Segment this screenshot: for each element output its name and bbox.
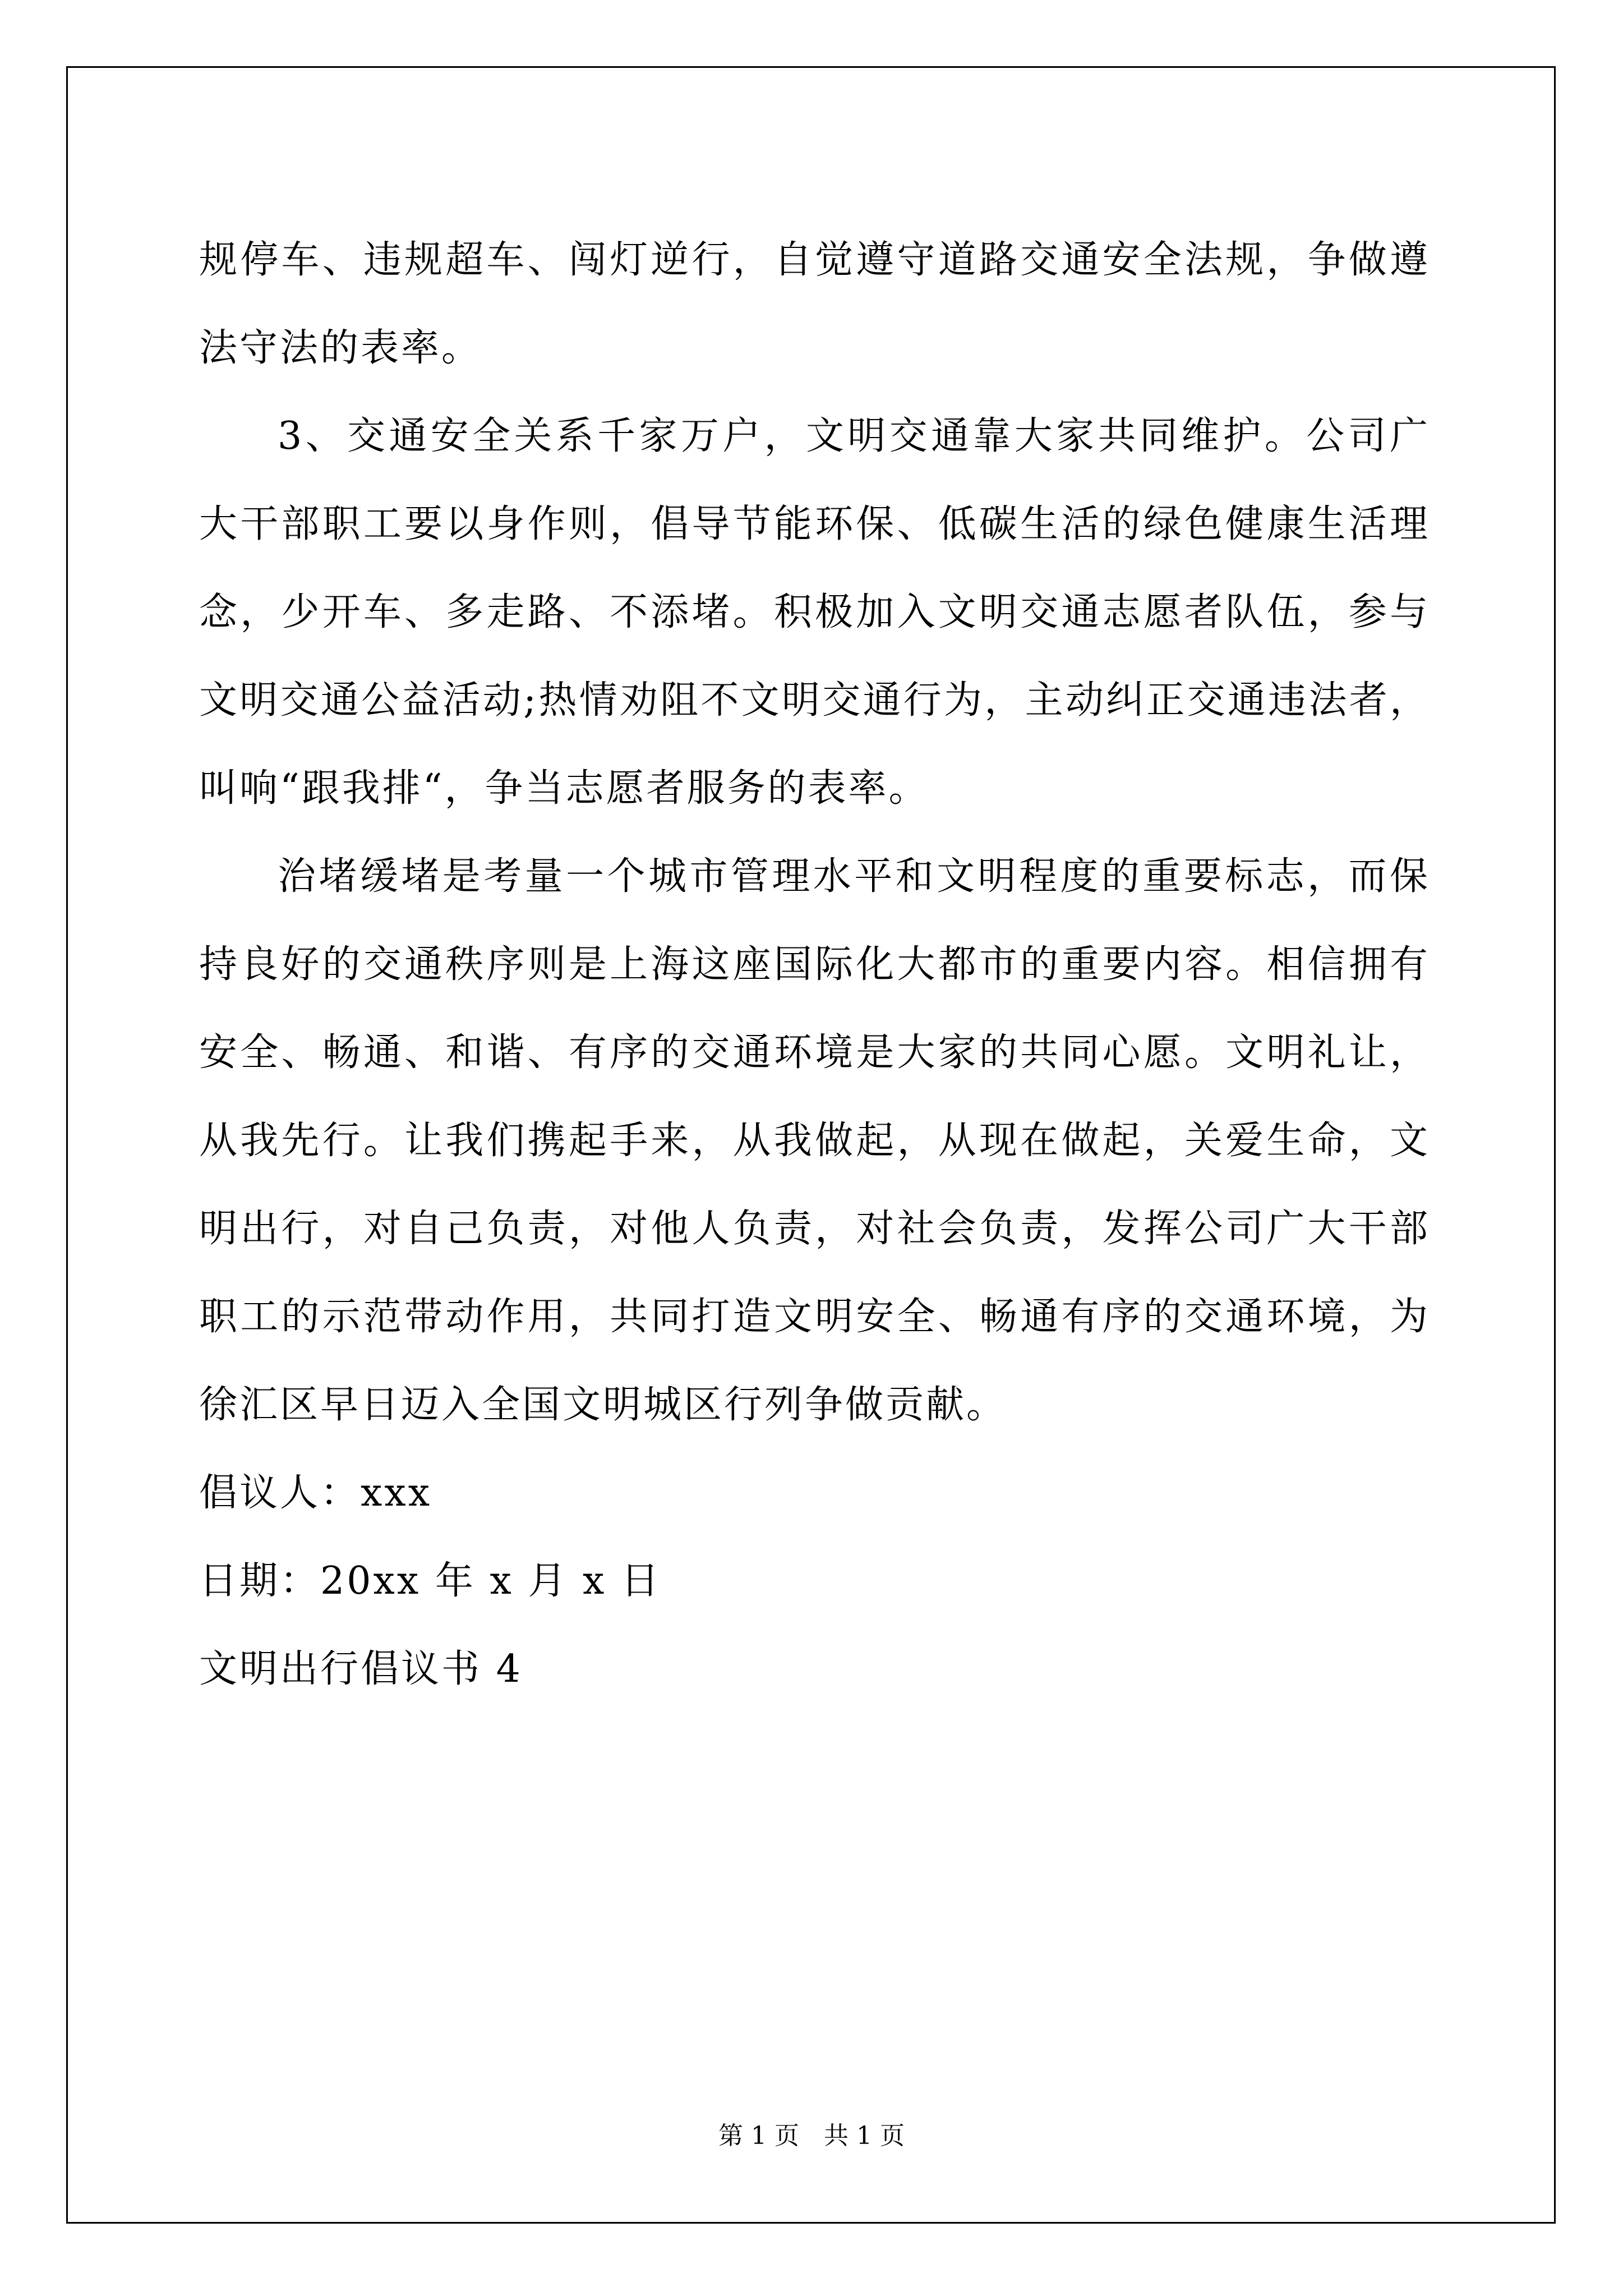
next-section-title: 文明出行倡议书 4	[199, 1647, 523, 1691]
paragraph-item-3: 3、交通安全关系千家万户，文明交通靠大家共同维护。公司广大干部职工要以身作则，倡导节能环保、低碳生活的绿色健康生活理念，少开车、多走路、不添堵。积极加入文明交通志愿者队伍，参与文明交通公益活动;热情劝阻不文明交通行为，主动纠正交通违法者，叫响“跟我排“，争当志愿者服务的表率。	[199, 414, 1430, 811]
date-line: 日期：20xx 年 x 月 x 日	[199, 1559, 662, 1603]
proposer-line: 倡议人：xxx	[199, 1471, 432, 1515]
document-body	[199, 216, 1430, 1713]
paragraph-conclusion: 治堵缓堵是考量一个城市管理水平和文明程度的重要标志，而保持良好的交通秩序则是上海这座国际化大都市的重要内容。相信拥有安全、畅通、和谐、有序的交通环境是大家的共同心愿。文明礼让，从我先行。让我们携起手来，从我做起，从现在做起，关爱生命，文明出行，对自己负责，对他人负责，对社会负责，发挥公司广大干部职工的示范带动作用，共同打造文明安全、畅通有序的交通环境，为徐汇区早日迈入全国文明城区行列争做贡献。	[199, 854, 1430, 1427]
paragraph-continuation: 规停车、违规超车、闯灯逆行，自觉遵守道路交通安全法规，争做遵法守法的表率。	[199, 238, 1430, 370]
page-number-footer: 第 1 页 共 1 页	[718, 2122, 905, 2150]
